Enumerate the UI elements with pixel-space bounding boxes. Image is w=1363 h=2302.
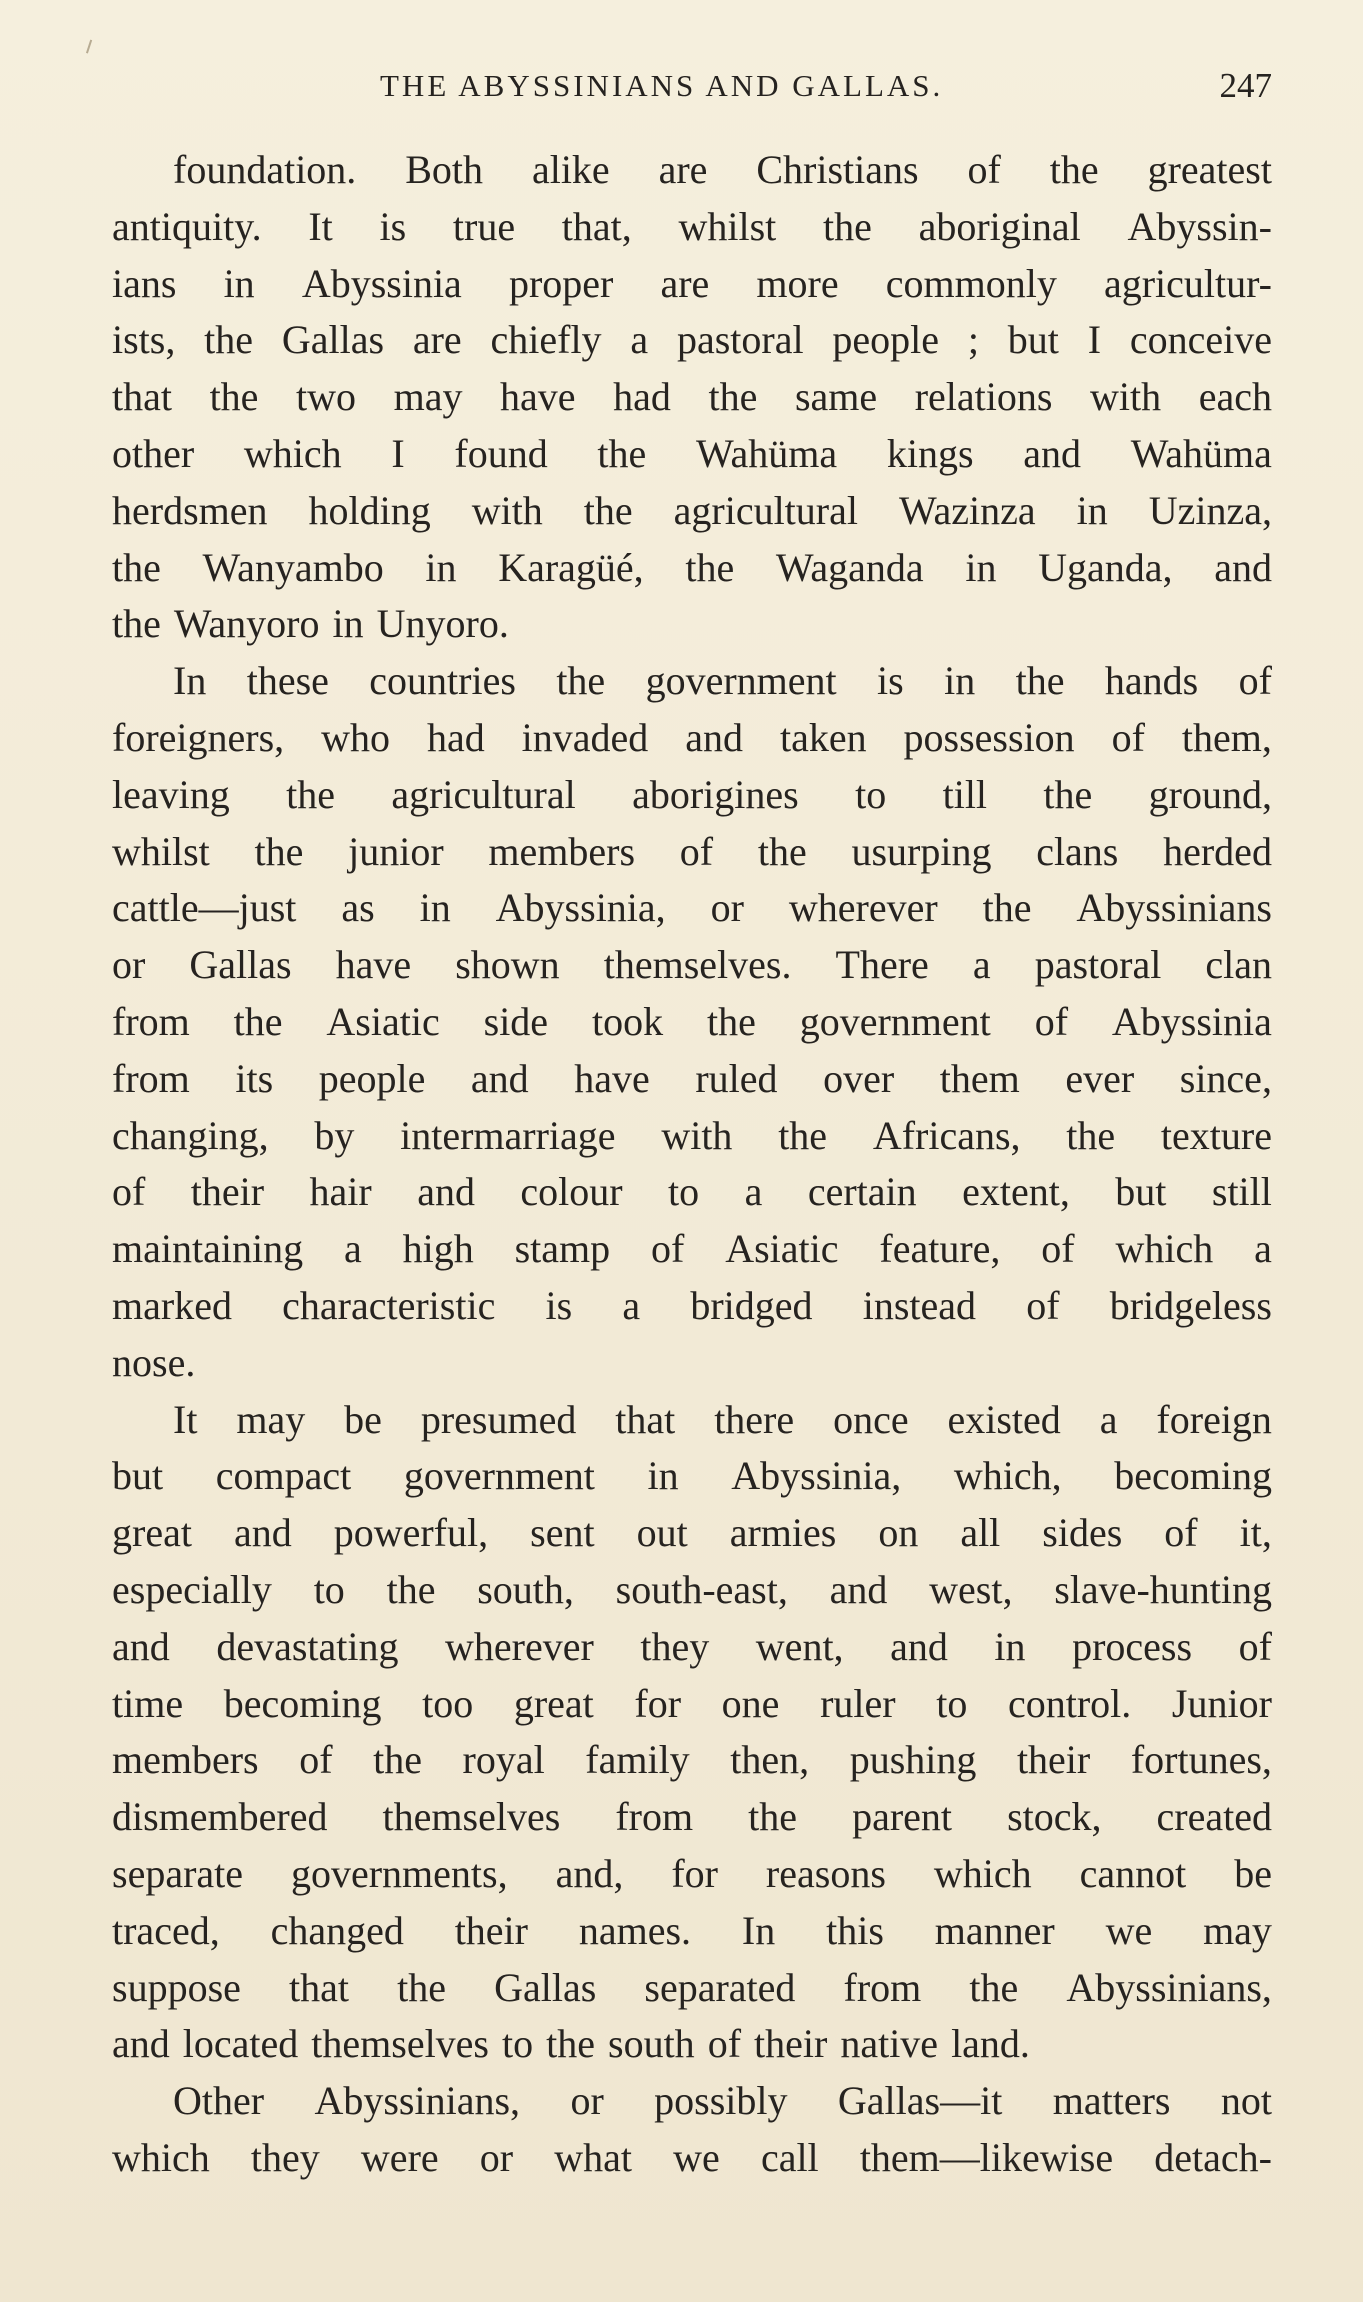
- text-line: the Wanyoro in Unyoro.: [112, 601, 509, 647]
- text-line: changing, by intermarriage with the Africans, the texture: [112, 1112, 1272, 1158]
- text-line: but compact government in Abyssinia, which, becoming: [112, 1453, 1272, 1499]
- text-line: whilst the junior members of the usurping clans herded: [112, 828, 1272, 874]
- text-line: foundation. Both alike are Christians of the greatest: [173, 147, 1272, 192]
- text-line: nose.: [112, 1339, 196, 1385]
- text-line: suppose that the Gallas separated from the Abyssinians,: [112, 1964, 1272, 2010]
- text-line: traced, changed their names. In this manner we may: [112, 1907, 1272, 1953]
- text-line: which they were or what we call them—likewise detach-: [112, 2134, 1272, 2180]
- text-line: cattle—just as in Abyssinia, or wherever the Abyssinians: [112, 885, 1272, 931]
- text-line: other which I found the Wahüma kings and Wahüma: [112, 430, 1272, 476]
- paragraph: [112, 1392, 1272, 2074]
- text-line: or Gallas have shown themselves. There a pastoral clan: [112, 942, 1272, 988]
- text-line: and located themselves to the south of their native land.: [112, 2021, 1030, 2067]
- paragraph: [112, 653, 1272, 1391]
- text-line: time becoming too great for one ruler to control. Junior: [112, 1680, 1272, 1726]
- margin-mark: [86, 40, 95, 55]
- text-line: members of the royal family then, pushing their fortunes,: [112, 1737, 1272, 1783]
- text-line: foreigners, who had invaded and taken possession of them,: [112, 714, 1272, 760]
- page-number: 247: [1219, 66, 1272, 105]
- text-line: from its people and have ruled over them ever since,: [112, 1055, 1272, 1101]
- body-text: [112, 142, 1272, 2187]
- text-line: dismembered themselves from the parent stock, created: [112, 1794, 1272, 1840]
- text-line: especially to the south, south-east, and west, slave-hunting: [112, 1566, 1272, 1612]
- text-line: of their hair and colour to a certain extent, but still: [112, 1169, 1272, 1215]
- text-line: In these countries the government is in the hands of: [173, 658, 1272, 704]
- text-line: that the two may have had the same relations with each: [112, 374, 1272, 420]
- text-line: and devastating wherever they went, and in process of: [112, 1623, 1272, 1669]
- text-line: It may be presumed that there once existed a foreign: [173, 1396, 1272, 1442]
- text-line: great and powerful, sent out armies on all sides of it,: [112, 1510, 1272, 1556]
- text-line: leaving the agricultural aborigines to till the ground,: [112, 771, 1272, 817]
- text-line: ians in Abyssinia proper are more commonly agricultur-: [112, 260, 1272, 306]
- text-line: antiquity. It is true that, whilst the aboriginal Abyssin-: [112, 203, 1272, 249]
- text-line: Other Abyssinians, or possibly Gallas—it matters not: [173, 2078, 1272, 2124]
- text-line: the Wanyambo in Karagüé, the Waganda in Uganda, and: [112, 544, 1272, 590]
- text-line: from the Asiatic side took the government of Abyssinia: [112, 998, 1272, 1044]
- text-line: maintaining a high stamp of Asiatic feature, of which a: [112, 1226, 1272, 1272]
- running-head: THE ABYSSINIANS AND GALLAS.: [380, 68, 944, 103]
- text-line: marked characteristic is a bridged instead of bridgeless: [112, 1282, 1272, 1328]
- text-line: herdsmen holding with the agricultural Wazinza in Uzinza,: [112, 487, 1272, 533]
- paragraph: [112, 2073, 1272, 2187]
- paragraph: [112, 142, 1272, 653]
- text-line: separate governments, and, for reasons which cannot be: [112, 1850, 1272, 1896]
- text-line: ists, the Gallas are chiefly a pastoral people ; but I conceive: [112, 317, 1272, 363]
- page-header: [112, 62, 1272, 110]
